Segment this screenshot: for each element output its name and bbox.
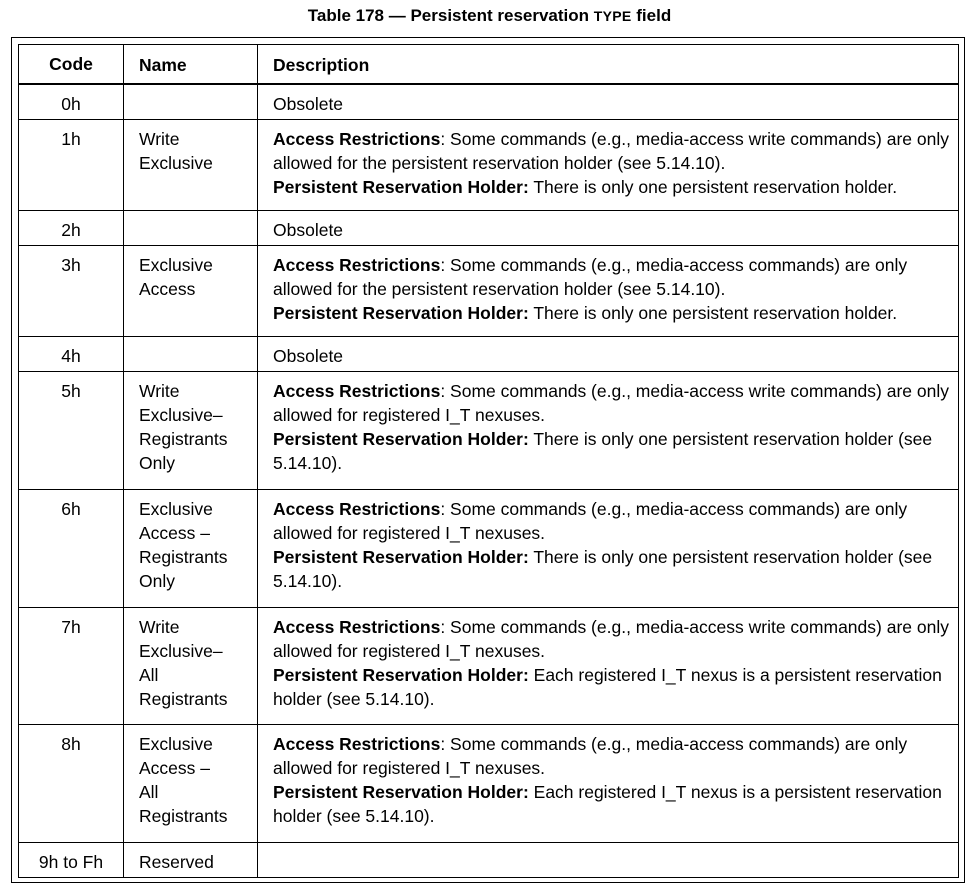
cell-description — [258, 372, 959, 490]
access-restrictions-label: Access Restrictions — [273, 255, 441, 276]
table-row — [19, 607, 959, 725]
reservation-holder-label: Persistent Reservation Holder: — [273, 664, 529, 685]
reservation-holder-label: Persistent Reservation Holder: — [273, 177, 529, 197]
access-restrictions-paragraph — [273, 732, 952, 780]
table-row — [19, 246, 959, 337]
table-row — [19, 725, 959, 843]
cell-code: 9h to Fh — [19, 843, 124, 878]
reservation-holder-paragraph — [273, 663, 952, 711]
access-restrictions-label: Access Restrictions — [273, 381, 441, 402]
reservation-holder-paragraph — [273, 545, 952, 593]
reservation-holder-text: Each registered I_T nexus is a persistent reservation holder (see 5.14.10). — [273, 664, 942, 709]
access-restrictions-text: : Some commands (e.g., media-access write commands) are only allowed for registered I_T nexuses. — [273, 616, 949, 661]
table-row — [19, 337, 959, 372]
access-restrictions-paragraph — [273, 497, 952, 545]
caption-prefix: Table 178 — Persistent reservation — [307, 6, 594, 25]
caption-suffix: field — [631, 6, 672, 25]
cell-code: 4h — [19, 337, 124, 372]
cell-name: Reserved — [124, 843, 258, 878]
cell-name: Exclusive Access – All Registrants — [124, 725, 258, 843]
access-restrictions-text: : Some commands (e.g., media-access write commands) are only allowed for the persistent reservation holder (see 5.14.10). — [273, 129, 949, 173]
table-row — [19, 843, 959, 878]
cell-description: Obsolete — [258, 337, 959, 372]
table-caption — [0, 6, 979, 26]
table-row — [19, 84, 959, 120]
cell-description — [258, 490, 959, 608]
reservation-holder-text: There is only one persistent reservation holder (see 5.14.10). — [273, 429, 933, 474]
header-name: Name — [124, 45, 258, 85]
cell-description — [258, 246, 959, 337]
cell-code: 2h — [19, 211, 124, 246]
reservation-holder-text: There is only one persistent reservation holder. — [528, 303, 898, 324]
cell-name: Write Exclusive– All Registrants — [124, 607, 258, 725]
reservation-holder-paragraph — [273, 175, 952, 199]
cell-name — [124, 337, 258, 372]
cell-description — [258, 843, 959, 878]
access-restrictions-label: Access Restrictions — [273, 129, 441, 149]
cell-description — [258, 607, 959, 725]
reservation-holder-label: Persistent Reservation Holder: — [273, 782, 529, 803]
cell-name: Write Exclusive — [124, 120, 258, 211]
cell-description: Obsolete — [258, 211, 959, 246]
cell-description: Obsolete — [258, 84, 959, 120]
table-row — [19, 490, 959, 608]
access-restrictions-text: : Some commands (e.g., media-access write commands) are only allowed for registered I_T nexuses. — [273, 381, 949, 426]
table-row — [19, 211, 959, 246]
header-code: Code — [19, 45, 124, 85]
cell-code: 5h — [19, 372, 124, 490]
access-restrictions-paragraph — [273, 127, 952, 175]
cell-name — [124, 84, 258, 120]
reservation-holder-label: Persistent Reservation Holder: — [273, 429, 529, 450]
cell-code: 7h — [19, 607, 124, 725]
access-restrictions-text: : Some commands (e.g., media-access commands) are only allowed for registered I_T nexuses. — [273, 499, 908, 544]
access-restrictions-paragraph — [273, 253, 952, 301]
access-restrictions-paragraph — [273, 615, 952, 663]
cell-code: 3h — [19, 246, 124, 337]
reservation-holder-paragraph — [273, 780, 952, 828]
cell-name — [124, 211, 258, 246]
cell-code: 6h — [19, 490, 124, 608]
access-restrictions-label: Access Restrictions — [273, 734, 441, 755]
cell-code: 0h — [19, 84, 124, 120]
cell-code: 8h — [19, 725, 124, 843]
cell-description — [258, 120, 959, 211]
cell-name: Exclusive Access — [124, 246, 258, 337]
caption-field-name: TYPE — [593, 8, 632, 24]
cell-name: Write Exclusive– Registrants Only — [124, 372, 258, 490]
access-restrictions-text: : Some commands (e.g., media-access commands) are only allowed for registered I_T nexuses. — [273, 734, 908, 779]
header-description: Description — [258, 45, 959, 85]
reservation-holder-paragraph — [273, 427, 952, 475]
cell-name: Exclusive Access – Registrants Only — [124, 490, 258, 608]
reservation-holder-label: Persistent Reservation Holder: — [273, 547, 529, 568]
reservation-holder-text: There is only one persistent reservation holder (see 5.14.10). — [273, 547, 933, 592]
access-restrictions-text: : Some commands (e.g., media-access commands) are only allowed for the persistent reservation holder (see 5.14.10). — [273, 255, 908, 300]
persistent-reservation-type-table — [18, 44, 959, 878]
reservation-holder-text: There is only one persistent reservation holder. — [528, 177, 898, 197]
reservation-holder-paragraph — [273, 301, 952, 325]
table-body — [19, 84, 959, 878]
header-row — [19, 45, 959, 85]
reservation-holder-label: Persistent Reservation Holder: — [273, 303, 529, 324]
table-row — [19, 372, 959, 490]
access-restrictions-label: Access Restrictions — [273, 499, 441, 520]
access-restrictions-paragraph — [273, 379, 952, 427]
cell-description — [258, 725, 959, 843]
reservation-holder-text: Each registered I_T nexus is a persistent reservation holder (see 5.14.10). — [273, 782, 942, 827]
table-row — [19, 120, 959, 211]
cell-code: 1h — [19, 120, 124, 211]
access-restrictions-label: Access Restrictions — [273, 616, 441, 637]
